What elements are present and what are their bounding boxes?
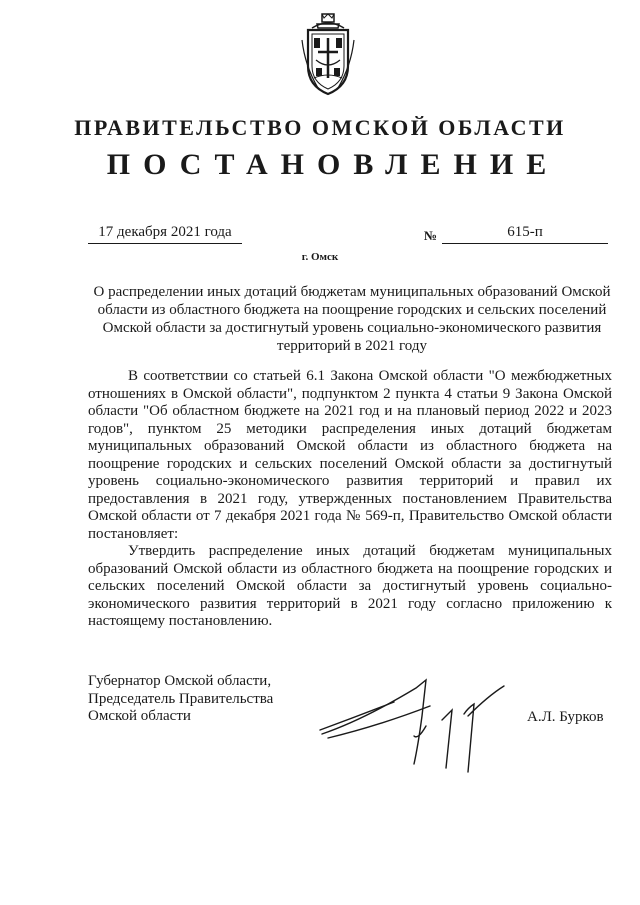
document-subject: О распределении иных дотаций бюджетам муниципальных образований Омской области из областного бюджета на поощрение городских и сельских поселений Омской области за достигнутый уровень социально-экономического развития территорий в 2021 году	[93, 284, 611, 354]
signatory-position	[88, 673, 328, 726]
signatory-position-line: Губернатор Омской области,	[88, 673, 272, 689]
document-body	[88, 368, 612, 631]
document-number: 615-п	[442, 224, 608, 244]
government-title: ПРАВИТЕЛЬСТВО ОМСКОЙ ОБЛАСТИ	[74, 115, 566, 140]
signer-name: А.Л. Бурков	[527, 709, 604, 725]
omsk-coat-of-arms-icon	[300, 12, 356, 96]
document-type-title: ПОСТАНОВЛЕНИЕ	[106, 148, 560, 181]
document-number-label: №	[424, 228, 438, 243]
body-paragraph: Утвердить распределение иных дотаций бюджетам муниципальных образований Омской области из областного бюджета на поощрение городских и сельских поселений Омской области за достигнутый уровень социально-экономического развития территорий в 2021 году согласно приложению к настоящему постановлению.	[88, 543, 612, 629]
document-city: г. Омск	[301, 251, 339, 263]
body-paragraph: В соответствии со статьей 6.1 Закона Омской области "О межбюджетных отношениях в Омской области", подпунктом 2 пункта 4 статьи 9 Закона Омской области "Об областном бюджете на 2021 год и на плановый период 2022 и 2023 годов", пунктом 25 методики распределения иных дотаций бюджетам муниципальных образований Омской области из областного бюджета на поощрение городских и сельских поселений Омской области за достигнутый уровень социально-экономического развития территорий и правил их предоставления в 2021 году, утвержденных постановлением Правительства Омской области от 7 декабря 2021 года № 569-п, Правительство Омской области постановляет:	[88, 368, 612, 542]
handwritten-signature	[318, 676, 508, 776]
document-date: 17 декабря 2021 года	[88, 224, 242, 244]
signatory-position-line: Омской области	[88, 708, 191, 724]
signatory-position-line: Председатель Правительства	[88, 690, 274, 707]
